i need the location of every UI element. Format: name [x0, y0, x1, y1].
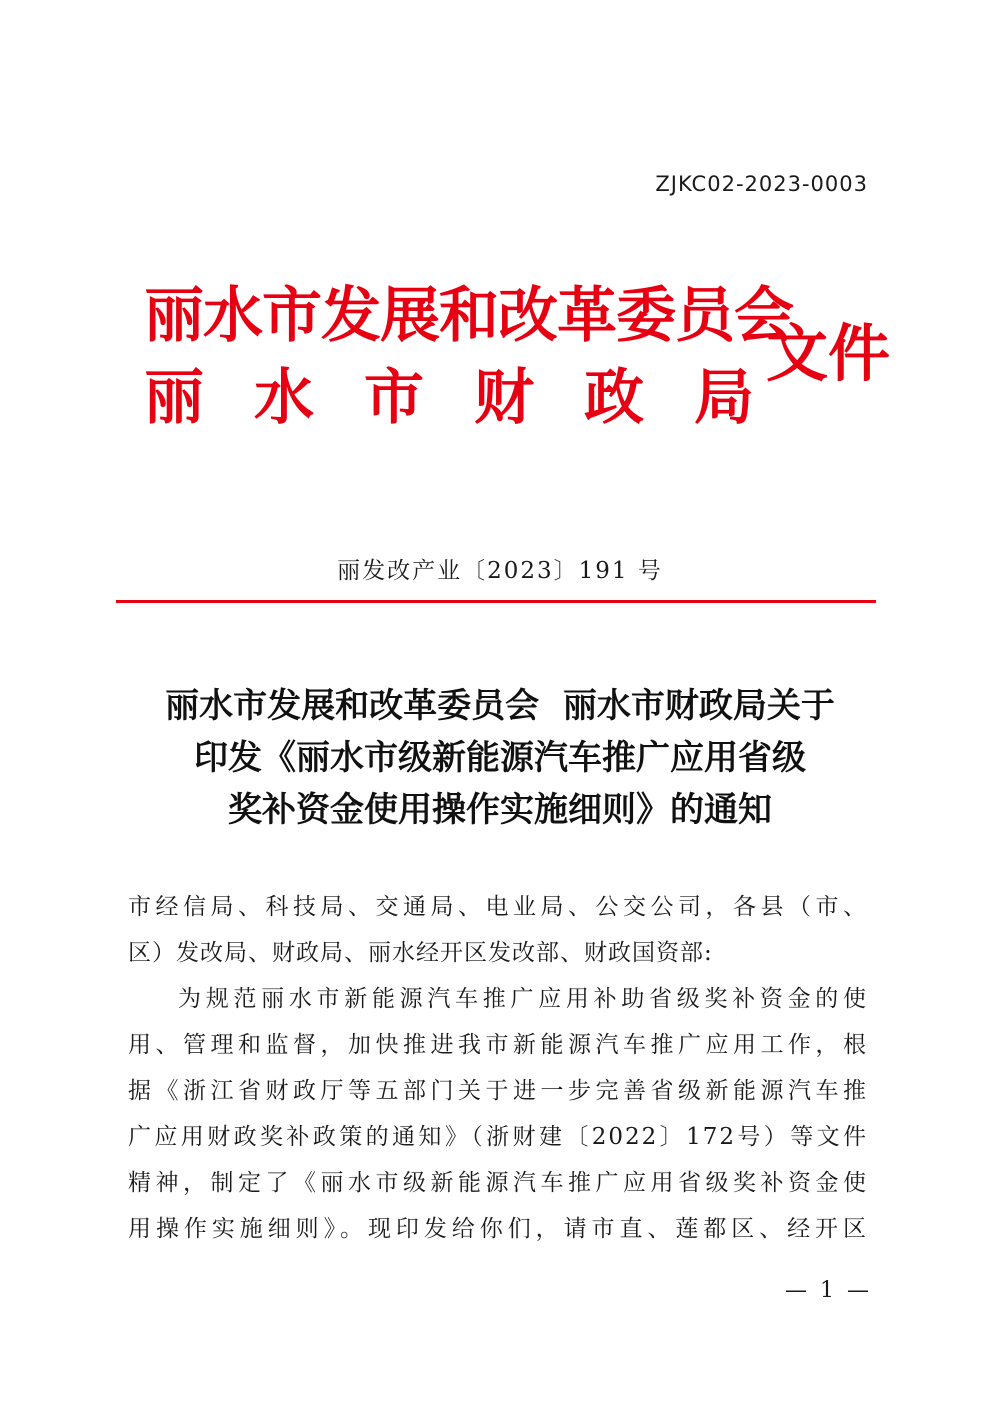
body-line: 广应用财政奖补政策的通知》（浙财建〔2022〕172号）等文件 [128, 1124, 868, 1150]
issuer-2-char: 水 [254, 363, 314, 433]
body-line: 用、管理和监督，加快推进我市新能源汽车推广应用工作，根 [128, 1032, 868, 1058]
body-line: 用操作实施细则》。现印发给你们，请市直、莲都区、经开区 [128, 1216, 868, 1242]
issuer-2-char: 市 [364, 363, 424, 433]
page-number: — 1 — [785, 1278, 872, 1303]
red-letterhead [140, 272, 891, 442]
document-number: 丽发改产业〔2023〕191 号 [337, 558, 663, 584]
body-line: 据《浙江省财政厅等五部门关于进一步完善省级新能源汽车推 [128, 1078, 868, 1104]
body-line: 精神，制定了《丽水市级新能源汽车推广应用省级奖补资金使 [128, 1170, 868, 1196]
issuer-2-char: 丽 [144, 363, 204, 433]
body-line: 区）发改局、财政局、丽水经开区发改部、财政国资部: [128, 940, 713, 966]
body-text [128, 884, 868, 1252]
document-type-label: 文件 [766, 317, 891, 390]
body-line: 为规范丽水市新能源汽车推广应用补助省级奖补资金的使 [178, 986, 868, 1012]
issuer-2-char: 财 [474, 363, 534, 433]
title-line: 印发《丽水市级新能源汽车推广应用省级 [194, 738, 806, 778]
body-line: 市经信局、科技局、交通局、电业局、公交公司，各县（市、 [128, 894, 868, 920]
document-title [0, 680, 1000, 836]
title-line: 丽水市发展和改革委员会 丽水市财政局关于 [165, 686, 835, 726]
document-code: ZJKC02-2023-0003 [655, 172, 868, 196]
title-line: 奖补资金使用操作实施细则》的通知 [228, 790, 772, 830]
issuer-name-2 [144, 362, 754, 434]
issuer-2-char: 政 [584, 363, 644, 433]
issuer-2-char: 局 [694, 363, 754, 433]
issuer-name-1: 丽水市发展和改革委员会 [144, 281, 793, 351]
red-divider [116, 600, 876, 603]
